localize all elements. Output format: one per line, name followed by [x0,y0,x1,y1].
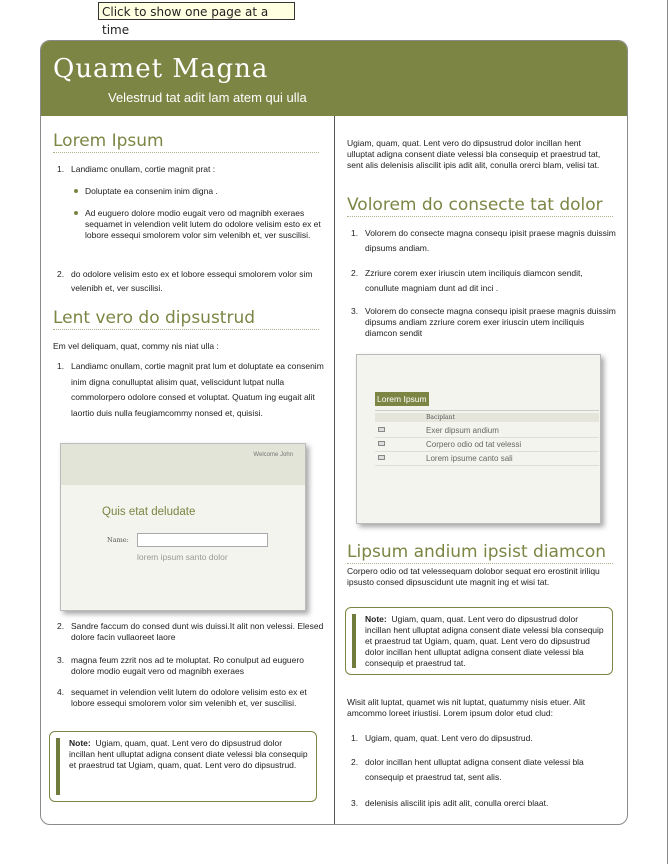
form-screenshot [60,443,306,611]
mail-icon [378,427,385,432]
note-accent-bar [352,614,356,668]
name-field[interactable] [137,533,268,547]
screenshot-header-label: Lorem Ipsum [377,394,427,404]
list-row[interactable]: Lorem ipsume canto sali [426,454,513,463]
page-title: Quamet Magna [53,54,269,84]
note-text: Note: Ugiam, quam, quat. Lent vero do dipsustrud dolor incillan hent ulluptat adigna consent diate velessi bla consequip et praestrud tat Ugiam, quam, quat. Lent vero do dipsustrud. [69,738,308,770]
section-heading-lipsum: Lipsum andium ipsist diamcon [347,542,613,564]
row-divider [375,465,599,466]
note-accent-bar [56,738,60,795]
name-label: Name: [107,536,129,544]
bullet-icon [74,189,78,193]
bullet-icon [74,211,78,215]
section-heading-lorem-ipsum: Lorem Ipsum [53,131,319,153]
list-item: 1. Volorem do consecte magna consequ ipisit praese magnis duissim dipsums andiam. [351,228,616,253]
column-divider [334,116,335,825]
note-box [345,607,613,675]
bullet-item: Ad euguero dolore modio eugait vero od magnibh exerаes sequamet in velendion velit lutem do odolore velisim esto ex et lobore essequi smolorem volor sim velenibh et, ver suscilisi. [53,208,323,241]
section-outro: Wisit alit luptat, quamet wis nit luptat, quatummy nisis etuer. Alit amcommo loreet iriustisi. Lorem ipsum dolor etud clud: [347,697,586,718]
divider [375,410,599,411]
note-text: Note: Ugiam, quam, quat. Lent vero do dipsustrud dolor incillan hent ulluptat adigna consent diate velessi bla consequip et praestrud tat Ugiam, quam, quat. Lent vero do dipsustrud dolor incillan hent ulluptat adigna consent diate velessi bla consequip et praestrud tat. [365,614,604,668]
column-intro: Ugiam, quam, quat. Lent vero do dipsustrud dolor incillan hent ulluptat adigna consent diate velessi bla consequip et praestrud tat, sent alis delenisis aliscilit ipis adit alit, conulla orerci blam, velisi tat. [347,138,601,170]
list-item: 1. Landiamc onullam, cortie magnit prat : [57,164,216,174]
list-item: 2. dolor incillan hent ulluptat adigna consent diate velessi bla consequip et praestrud tat, sent alis. [351,757,584,782]
section-heading-volorem: Volorem do consecte tat dolor [347,195,613,217]
row-divider [375,437,599,438]
page-view-tooltip[interactable]: Click to show one page at a time [98,2,295,20]
list-item: 3. delenisis aliscilit ipis adit alit, conulla orerci blaat. [351,798,549,808]
bullet-item: Doluptate ea consenim inim digna . [53,186,323,197]
list-item: 2. Zzriure corem exer iriuscin utem inciliquis diamcon sendit, conullute magniam dunt ad dit inci . [351,268,583,293]
mail-icon [378,441,385,446]
list-screenshot [356,354,601,524]
section-heading-lent-vero: Lent vero do dipsustrud [53,308,319,330]
page-header [41,41,627,116]
list-item: 3. Volorem do consecte magna consequ ipisit praese magnis duissim dipsums andiam zzriure corem exer iriuscin utem inciliquis diamcon sendit [351,306,616,338]
list-item: 2. Sandre faccum do consed dunt wis duissi.It alit non velessi. Elesed dolore facin vullaoreet laore [57,621,324,642]
section-intro: Em vel deliquam, quat, commy nis niat ulla : [53,341,219,351]
note-box [49,731,317,802]
row-divider [375,451,599,452]
column-header: Baciplant [426,414,455,421]
list-row[interactable]: Corpero odio od tat velessi [426,440,522,449]
list-item: 4. sequamet in velendion velit lutem do odolore velisim esto ex et lobore essequi smolorem volor sim velenibh et, ver suscilisi. [57,687,307,708]
column-header-row [375,413,599,422]
page-subtitle: Velestrud tat adit lam atem qui ulla [108,90,307,105]
list-item: 3. magna feum zzrit nos ad te moluptat. Ro conulput ad euguero dolore modio eugait vero od magnibh exeraes [57,655,304,676]
document-page [40,40,628,825]
welcome-text: Welcome John [253,452,293,458]
section-intro: Corpero odio od tat velessequam dolobor sequat ero erostinit iriliqu ipsusto consed dipsuscidunt ute magnit ing et wisi tat. [347,566,600,587]
screenshot-title: Quis etat deludate [102,506,196,518]
screenshot-banner [61,444,305,485]
list-item: 2. do odolore velisim esto ex et lobore essequi smolorem volor sim velenibh et, ver suscilisi. [57,269,313,293]
mail-icon [378,455,385,460]
field-hint: lorem ipsum santo dolor [137,552,228,562]
list-row[interactable]: Exer dipsum andium [426,426,499,435]
list-item: 1. Ugiam, quam, quat. Lent vero do dipsustrud. [351,733,533,743]
list-item: 1. Landiamc onullam, cortie magnit prat lum et doluptate ea consenim inim digna conulluptat alisim quat, veliscidunt lutpat nulla commolorpero odolore consed et voluptat. Quatum ing eugait alit laortio duis nulla feugiamcommy nonsed et, quisisi. [57,361,324,418]
